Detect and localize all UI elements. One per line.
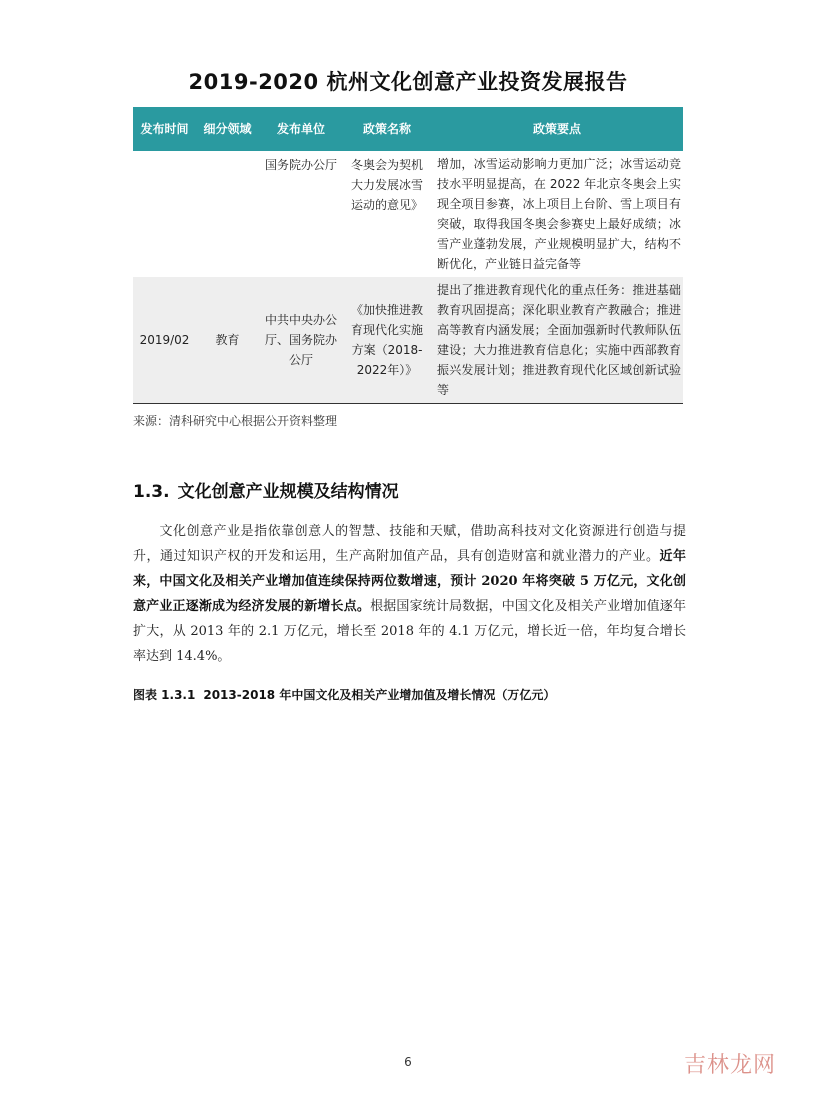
table-source-note: 来源：清科研究中心根据公开资料整理 (133, 414, 338, 428)
figure-label: 图表 1.3.1 (133, 688, 196, 702)
cell-field: 教育 (196, 277, 259, 404)
cell-date (133, 151, 196, 277)
header-date: 发布时间 (133, 107, 196, 151)
figure-caption-text: 2013-2018 年中国文化及相关产业增加值及增长情况（万亿元） (203, 688, 556, 702)
page-number: 6 (404, 1055, 412, 1069)
section-title: 文化创意产业规模及结构情况 (177, 482, 399, 502)
figure-area (133, 710, 686, 1030)
cell-issuer: 中共中央办公厅、国务院办公厅 (259, 277, 343, 404)
cell-policy-points: 提出了推进教育现代化的重点任务：推进基础教育巩固提高；深化职业教育产教融合；推进高等教育内涵发展；全面加强新时代教师队伍建设；大力推进教育信息化；实施中西部教育振兴发展计划；推进教育现代化区域创新试验等 (431, 277, 683, 404)
paragraph-intro: 文化创意产业是指依靠创意人的智慧、技能和天赋，借助高科技对文化资源进行创造与提升，通过知识产权的开发和运用，生产高附加值产品，具有创造财富和就业潜力的产业。 (133, 524, 686, 564)
header-policy-name: 政策名称 (343, 107, 431, 151)
paragraph-rest: 根据国家统计局数据，中国文化及相关产业增加值逐年扩大，从 2013 年的 2.1 万亿元，增长至 2018 年的 4.1 万亿元，增长近一倍，年均复合增长率达到 14.4%。 (133, 599, 686, 664)
cell-policy-name: 《加快推进教育现代化实施方案（2018-2022年）》 (343, 277, 431, 404)
cell-field (196, 151, 259, 277)
header-field: 细分领域 (196, 107, 259, 151)
body-paragraph (133, 519, 686, 669)
section-number: 1.3. (133, 482, 170, 502)
paragraph-highlight: 近年来，中国文化及相关产业增加值连续保持两位数增速，预计 2020 年将突破 5 万亿元，文化创意产业正逐渐成为经济发展的新增长点。 (133, 549, 686, 614)
table-header-row (133, 107, 683, 151)
cell-date: 2019/02 (133, 277, 196, 404)
table-row (133, 277, 683, 404)
watermark: 吉林龙网 (683, 1053, 776, 1078)
cell-issuer: 国务院办公厅 (259, 151, 343, 277)
header-policy-points: 政策要点 (431, 107, 683, 151)
header-issuer: 发布单位 (259, 107, 343, 151)
figure-caption (133, 686, 555, 703)
table-row (133, 151, 683, 277)
cell-policy-points: 增加，冰雪运动影响力更加广泛；冰雪运动竞技水平明显提高，在 2022 年北京冬奥会上实现全项目参赛，冰上项目上台阶、雪上项目有突破，取得我国冬奥会参赛史上最好成绩；冰雪产业蓬勃发展，产业规模明显扩大，结构不断优化，产业链日益完备等 (431, 151, 683, 277)
policy-table (133, 107, 683, 404)
cell-policy-name: 冬奥会为契机大力发展冰雪运动的意见》 (343, 151, 431, 277)
page-title: 2019-2020 杭州文化创意产业投资发展报告 (188, 70, 628, 94)
section-heading (133, 477, 399, 502)
